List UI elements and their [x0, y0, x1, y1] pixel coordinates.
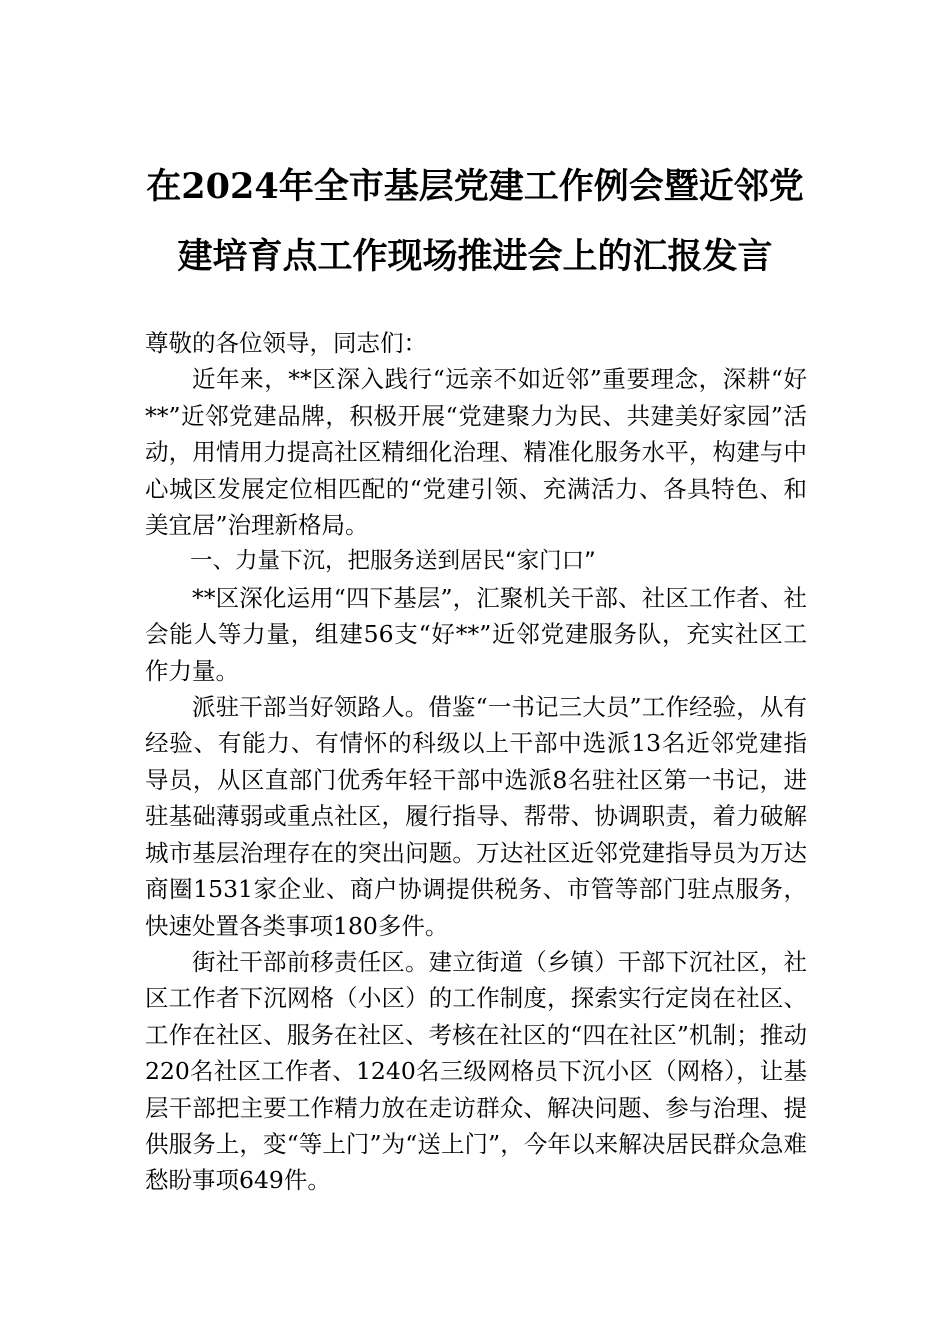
body-paragraph: 街社干部前移责任区。建立街道（乡镇）干部下沉社区，社区工作者下沉网格（小区）的工作制度，探索实行定岗在社区、工作在社区、服务在社区、考核在社区的“四在社区”机制；推动220名社区工作者、1240名三级网格员下沉小区（网格），让基层干部把主要工作精力放在走访群众、解决问题、参与治理、提供服务上，变“等上门”为“送上门”，今年以来解决居民群众急难愁盼事项649件。	[145, 947, 807, 1195]
body-paragraph: **区深化运用“四下基层”，汇聚机关干部、社区工作者、社会能人等力量，组建56支“好**”近邻党建服务队，充实社区工作力量。	[145, 583, 807, 685]
section-heading: 一、力量下沉，把服务送到居民“家门口”	[190, 548, 596, 575]
body-paragraph: 派驻干部当好领路人。借鉴“一书记三大员”工作经验，从有经验、有能力、有情怀的科级以上干部中选派13名近邻党建指导员，从区直部门优秀年轻干部中选派8名驻社区第一书记，进驻基础薄弱或重点社区，履行指导、帮带、协调职责，着力破解城市基层治理存在的突出问题。万达社区近邻党建指导员为万达商圈1531家企业、商户协调提供税务、市管等部门驻点服务，快速处置各类事项180多件。	[145, 693, 807, 940]
title-line-2: 建培育点工作现场推进会上的汇报发言	[177, 236, 773, 277]
document-title	[120, 152, 830, 292]
title-line-1: 在2024年全市基层党建工作例会暨近邻党	[146, 166, 804, 207]
intro-paragraph: 近年来，**区深入践行“远亲不如近邻”重要理念，深耕“好**”近邻党建品牌，积极开展“党建聚力为民、共建美好家园”活动，用情用力提高社区精细化治理、精准化服务水平，构建与中心城区发展定位相匹配的“党建引领、充满活力、各具特色、和美宜居”治理新格局。	[145, 365, 807, 540]
salutation: 尊敬的各位领导，同志们：	[145, 329, 427, 357]
document-body	[145, 325, 807, 1199]
